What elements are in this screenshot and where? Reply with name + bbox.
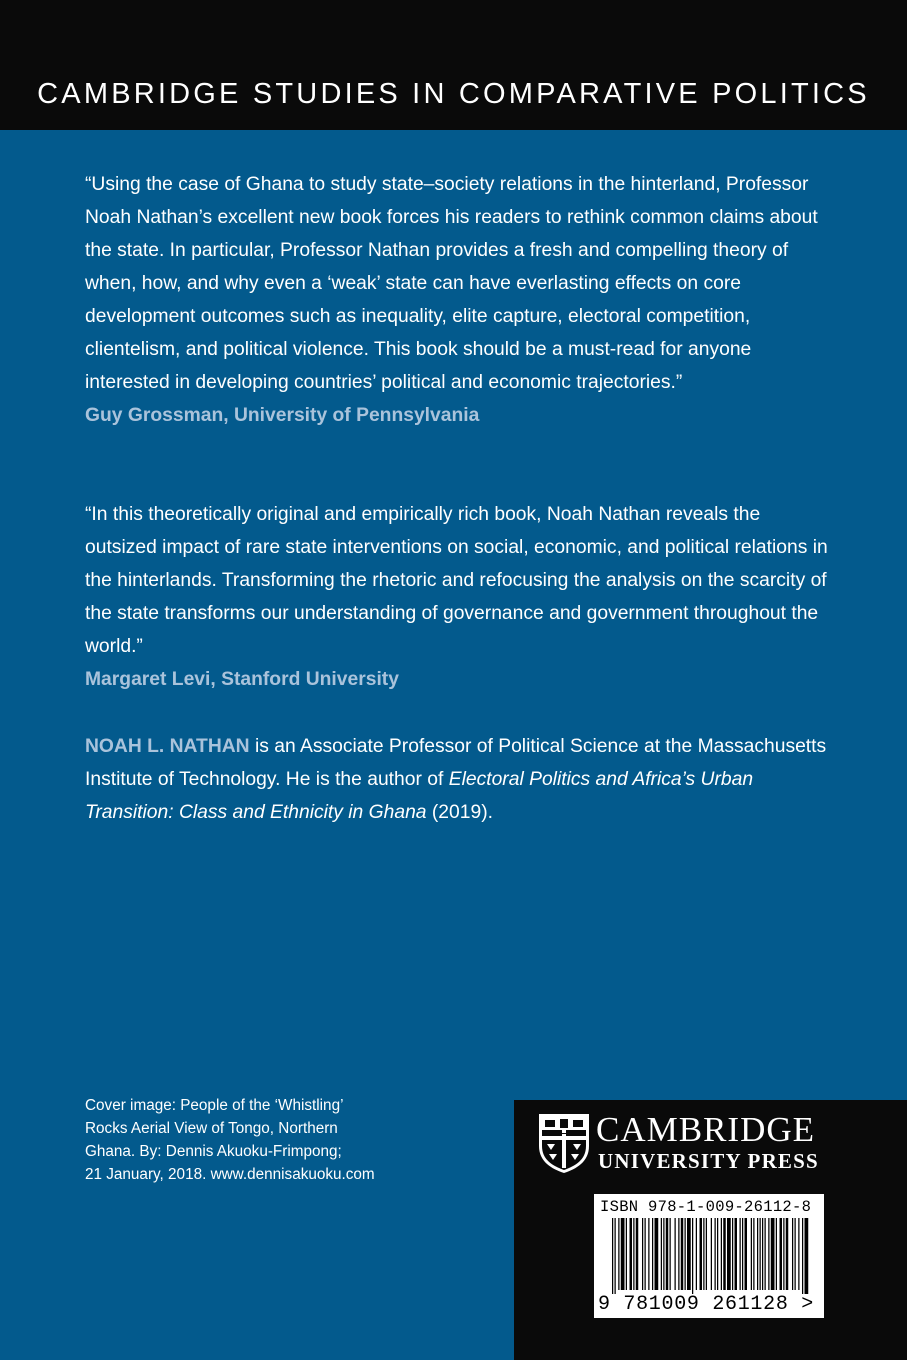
barcode-bar bbox=[751, 1218, 752, 1290]
endorsement-attribution: Margaret Levi, Stanford University bbox=[85, 669, 399, 690]
endorsement-attribution: Guy Grossman, University of Pennsylvania bbox=[85, 405, 480, 426]
credit-line: Rocks Aerial View of Tongo, Northern bbox=[85, 1120, 338, 1137]
barcode-bar bbox=[798, 1218, 799, 1290]
barcode-bar bbox=[780, 1218, 783, 1290]
barcode-digits: 9 781009 261128 > bbox=[598, 1293, 814, 1316]
cover-image-credit bbox=[85, 1094, 415, 1186]
barcode-bar bbox=[621, 1218, 625, 1290]
barcode-bar bbox=[757, 1218, 758, 1290]
barcode-bar bbox=[805, 1218, 809, 1294]
barcode-bar bbox=[615, 1218, 616, 1294]
cambridge-crest-icon bbox=[536, 1112, 592, 1174]
barcode-bar bbox=[663, 1218, 664, 1290]
barcode-bar bbox=[666, 1218, 669, 1290]
barcode-bar bbox=[723, 1218, 726, 1290]
series-band bbox=[0, 0, 907, 130]
barcode-bar bbox=[727, 1218, 731, 1290]
previous-book-title: Electoral Politics and Africa’s Urban Transition: Class and Ethnicity in Ghana bbox=[85, 769, 754, 823]
publisher-subname: UNIVERSITY PRESS bbox=[598, 1149, 819, 1173]
barcode-bar bbox=[717, 1218, 718, 1290]
barcode-bar bbox=[792, 1218, 793, 1290]
barcode-bar bbox=[687, 1218, 691, 1290]
barcode-bar bbox=[633, 1218, 634, 1290]
barcode-bar bbox=[721, 1218, 722, 1290]
barcode-bar bbox=[715, 1218, 716, 1290]
barcode-bar bbox=[645, 1218, 646, 1290]
bio-text: is an Associate Professor of Political Science at the Massachusetts Institute of Technology. He is the author of bbox=[85, 736, 827, 790]
barcode-bar bbox=[685, 1218, 686, 1290]
author-name: NOAH L. NATHAN bbox=[85, 736, 250, 757]
barcode-bar bbox=[630, 1218, 633, 1290]
barcode-bar bbox=[740, 1218, 741, 1290]
barcode-bar bbox=[732, 1218, 733, 1290]
endorsement bbox=[85, 498, 835, 696]
barcode-bar bbox=[681, 1218, 684, 1290]
barcode-bar bbox=[661, 1218, 662, 1290]
barcode-bar bbox=[783, 1218, 784, 1290]
barcode-bar bbox=[655, 1218, 659, 1290]
barcode-bar bbox=[735, 1218, 738, 1290]
barcode-bar bbox=[760, 1218, 761, 1290]
isbn-label: ISBN 978-1-009-26112-8 bbox=[600, 1198, 812, 1216]
barcode-bar bbox=[700, 1218, 703, 1290]
barcode-bar bbox=[675, 1218, 676, 1290]
endorsement-quote: “Using the case of Ghana to study state–society relations in the hinterland, Professor Noah Nathan’s excellent new book forces his readers to rethink common claims about the state. In particular, Professor Nathan provides a fresh and compelling theory of when, how, and why even a ‘weak’ state can have everlasting effects on core development outcomes such as inequality, elite capture, electoral competition, clientelism, and political violence. This book should be a must-read for anyone interested in developing countries’ political and economic trajectories.” bbox=[85, 174, 818, 393]
barcode-bar bbox=[742, 1218, 743, 1290]
publisher-name: CAMBRIDGE bbox=[596, 1110, 816, 1149]
barcode-bar bbox=[636, 1218, 639, 1290]
barcode-bar bbox=[711, 1218, 712, 1290]
barcode-bar bbox=[802, 1218, 803, 1294]
endorsement-quote: “In this theoretically original and empirically rich book, Noah Nathan reveals the outsized impact of rare state interventions on social, economic, and political relations in the hinterlands. Transforming the rhetoric and refocusing the analysis on the scarcity of the state transforms our understanding of governance and government throughout the world.” bbox=[85, 504, 828, 657]
credit-line: Cover image: People of the ‘Whistling’ bbox=[85, 1097, 344, 1114]
endorsement bbox=[85, 168, 835, 432]
barcode-bar bbox=[642, 1218, 643, 1290]
isbn-barcode bbox=[594, 1194, 824, 1318]
credit-line: 21 January, 2018. www.dennisakuoku.com bbox=[85, 1166, 375, 1183]
barcode-bar bbox=[762, 1218, 763, 1290]
barcode-bar bbox=[765, 1218, 766, 1290]
barcode-bar bbox=[703, 1218, 704, 1290]
barcode-bar bbox=[692, 1218, 693, 1294]
barcode-bar bbox=[618, 1218, 619, 1290]
barcode-bar bbox=[626, 1218, 627, 1290]
barcode-bar bbox=[768, 1218, 769, 1290]
barcode-bar bbox=[706, 1218, 707, 1290]
barcode-bar bbox=[648, 1218, 649, 1290]
credit-line: Ghana. By: Dennis Akuoku-Frimpong; bbox=[85, 1143, 342, 1160]
author-bio bbox=[85, 730, 835, 829]
barcode-bar bbox=[612, 1218, 613, 1294]
barcode-bar bbox=[670, 1218, 671, 1290]
barcode-bar bbox=[795, 1218, 796, 1290]
bio-text-end: (2019). bbox=[426, 802, 493, 823]
publisher-panel bbox=[514, 1100, 907, 1360]
barcode-bar bbox=[678, 1218, 679, 1290]
barcode-bar bbox=[652, 1218, 653, 1290]
back-cover-text bbox=[0, 130, 907, 1100]
barcode-bar bbox=[753, 1218, 754, 1290]
barcode-bar bbox=[776, 1218, 777, 1290]
barcode-bar bbox=[786, 1218, 789, 1290]
barcode-bar bbox=[696, 1218, 697, 1290]
barcode-bar bbox=[771, 1218, 775, 1290]
barcode-bar bbox=[745, 1218, 748, 1290]
series-title: CAMBRIDGE STUDIES IN COMPARATIVE POLITICS bbox=[37, 78, 870, 110]
